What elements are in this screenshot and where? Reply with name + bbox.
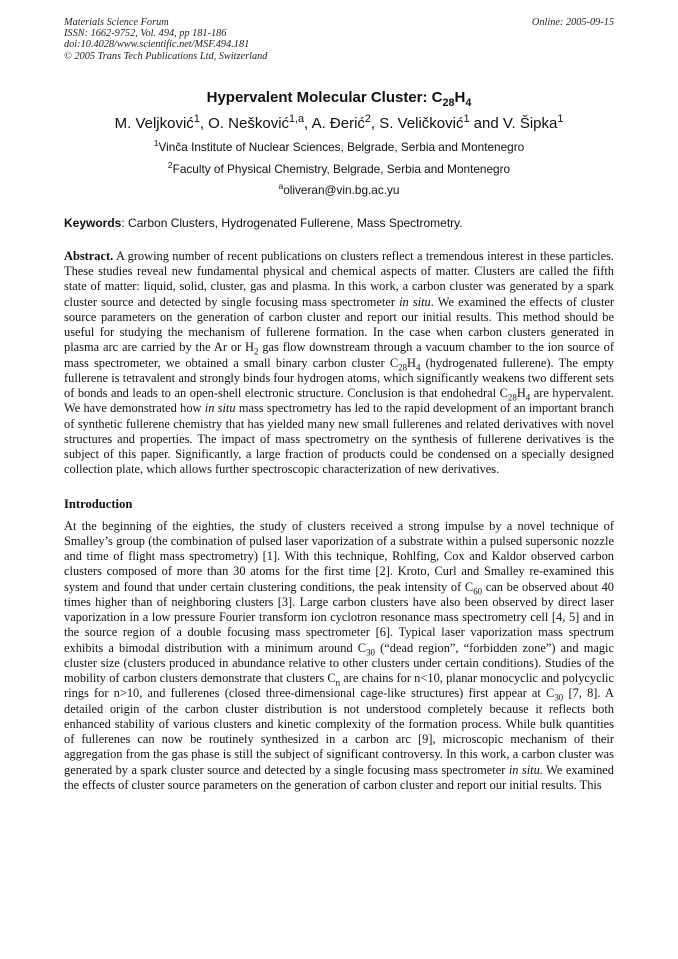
- intro-text: We examined the effects of cluster source parameters on the generation of carbon cluster and report our initial results. This: [64, 762, 614, 792]
- author-name: V. Šipka: [502, 114, 558, 132]
- journal-copyright: © 2005 Trans Tech Publications Ltd, Switzerland: [64, 50, 268, 62]
- author-separator: ,: [304, 114, 312, 132]
- abstract-label: Abstract.: [64, 248, 114, 263]
- journal-name: Materials Science Forum: [64, 17, 169, 28]
- title-text: Hypervalent Molecular Cluster: C: [206, 88, 443, 106]
- author-name: S. Veličković: [379, 114, 464, 132]
- introduction-body: [64, 519, 614, 794]
- title-sub-4: 4: [465, 96, 472, 109]
- abstract-subscript: 4: [415, 362, 421, 373]
- author-name: M. Veljković: [114, 114, 194, 132]
- abstract-subscript: 28: [398, 362, 408, 373]
- abstract-subscript: 4: [525, 392, 531, 403]
- abstract-subscript: 28: [507, 392, 517, 403]
- affiliation-mark: 1: [153, 137, 159, 148]
- abstract-text: are hypervalent. We have demonstrated how: [64, 386, 614, 416]
- intro-text: (“dead region”, “forbidden zone”) and magic cluster size (clusters produced in abundance relative to other clusters under certain conditions). Studies of the mobility of carbon clusters demonstrate that clusters C: [64, 640, 614, 686]
- author-separator: and: [469, 114, 503, 132]
- abstract-text: gas flow downstream through a vacuum chamber to the ion source of mass spectrometer, we obtained a small binary carbon cluster C: [64, 340, 614, 370]
- affiliation-2: [64, 159, 614, 176]
- intro-text: can be observed about 40 times higher than of neighboring clusters [3]. Large carbon clusters have also been observed by direct laser vaporization in a low pressure Fourier transform ion cyclotron resonance mass spectrometry cell [4, 5] and in the source region of a double focusing mass spectrometer [6]. Typical laser vaporization mass spectrum exhibits a bimodal distribution with a minimum around C: [64, 579, 614, 655]
- intro-subscript: 30: [554, 692, 564, 703]
- author-list: [64, 112, 614, 133]
- keywords-text: : Carbon Clusters, Hydrogenated Fullerene, Mass Spectrometry.: [121, 215, 463, 230]
- journal-doi[interactable]: doi:10.4028/www.scientific.net/MSF.494.181: [64, 39, 250, 51]
- keywords: [64, 216, 614, 230]
- intro-text: are chains for n<10, planar monocyclic and polycyclic rings for n>10, and fullerenes (closed three-dimensional cage-like structures) first appear at C: [64, 671, 614, 701]
- affiliation-mark: 2: [167, 159, 173, 170]
- intro-text: At the beginning of the eighties, the study of clusters received a strong impulse by a novel technique of Smalley’s group (the combination of pulsed laser vaporization of a substrate within a pulsed supersonic nozzle and time of flight mass spectrometry) [1]. With this technique, Rohlfing, Cox and Kaldor observed carbon clusters composed of more than 30 atoms for the first time [2]. Kroto, Curl and Smalley re-examined this system and found that under certain clustering conditions, the peak intensity of C: [64, 518, 614, 594]
- abstract-text: A growing number of recent publications on clusters reflect a tremendous interest in these particles. These studies reveal new fundamental physical and chemical aspects of matter. Clusters are called the fifth state of matter: liquid, solid, cluster, gas and plasma. In this work, a carbon cluster was generated by a spark cluster source and detected by single focusing mass spectrometer: [64, 248, 614, 309]
- email-text[interactable]: oliveran@vin.bg.ac.yu: [283, 182, 400, 197]
- abstract-text: H: [407, 355, 416, 370]
- keywords-label: Keywords: [64, 215, 122, 230]
- abstract-italic: in situ: [399, 294, 431, 309]
- title-h: H: [454, 88, 466, 106]
- abstract-italic: in situ: [204, 401, 236, 416]
- contact-email: [64, 180, 614, 197]
- abstract-text: . We examined the effects of cluster source parameters on the generation of carbon cluster and report our initial results. This method should be useful for studying the mechanism of fullerene formation. In the case when carbon clusters generated in plasma arc are carried by the Ar or H: [64, 294, 615, 355]
- intro-subscript: 60: [473, 586, 483, 597]
- author-name: O. Nešković: [208, 114, 290, 132]
- paper-title: [64, 89, 614, 107]
- author-affil-mark: 2: [364, 112, 371, 125]
- author-separator: ,: [370, 114, 380, 132]
- affiliation-text: Faculty of Physical Chemistry, Belgrade, Serbia and Montenegro: [172, 161, 511, 176]
- intro-subscript: 30: [366, 647, 375, 658]
- abstract-text: H: [516, 386, 526, 401]
- author-name: A. Đerić: [311, 114, 365, 132]
- abstract: [64, 249, 614, 478]
- author-affil-mark: 1,a: [289, 112, 305, 125]
- intro-italic: in situ.: [508, 762, 543, 777]
- intro-text: [7, 8]. A detailed origin of the carbon cluster distribution is not understood completely because it reflects both enhanced stability of various clusters and kinetic complexity of the formation process. While bulk quantities of fullerenes can now be routinely synthesized in a carbon arc [9], microscopic mechanism of their aggregation from the gas phase is still the subject of significant controversy. In this work, a carbon cluster was generated by a spark cluster source and detected by a single focusing mass spectrometer: [64, 686, 614, 777]
- journal-header: [64, 17, 614, 62]
- author-affil-mark: 1: [193, 112, 200, 125]
- affiliation-text: Vinča Institute of Nuclear Sciences, Belgrade, Serbia and Montenegro: [158, 139, 525, 154]
- author-affil-mark: 1: [463, 112, 470, 125]
- section-heading-introduction: Introduction: [64, 496, 133, 511]
- abstract-subscript: 2: [253, 346, 259, 357]
- title-sub-28: 28: [442, 96, 455, 109]
- journal-issn: ISSN: 1662-9752, Vol. 494, pp 181-186: [64, 28, 227, 40]
- author-separator: ,: [199, 114, 209, 132]
- abstract-text: mass spectrometry has led to the rapid development of an important branch of synthetic fullerene chemistry that has yielded many new small fullerenes and related derivatives with novel structures and properties. The impact of mass spectrometry on the synthesis of fullerene derivatives is the subject of this paper. Significantly, a large fraction of products could be condensed on a specially designed collection plate, which allows further spectroscopic characterization of new derivatives.: [64, 401, 614, 477]
- abstract-text: (hydrogenated fullerene). The empty fullerene is tetravalent and strongly binds four hydrogen atoms, which significantly weakens two different sets of bonds and leads to an open-shell electronic structure. Conclusion is that endohedral C: [64, 355, 614, 401]
- affiliation-mark: a: [278, 180, 284, 191]
- affiliation-1: [64, 137, 614, 154]
- author-affil-mark: 1: [557, 112, 564, 125]
- online-date: Online: 2005-09-15: [531, 17, 614, 28]
- intro-subscript: n: [335, 677, 341, 688]
